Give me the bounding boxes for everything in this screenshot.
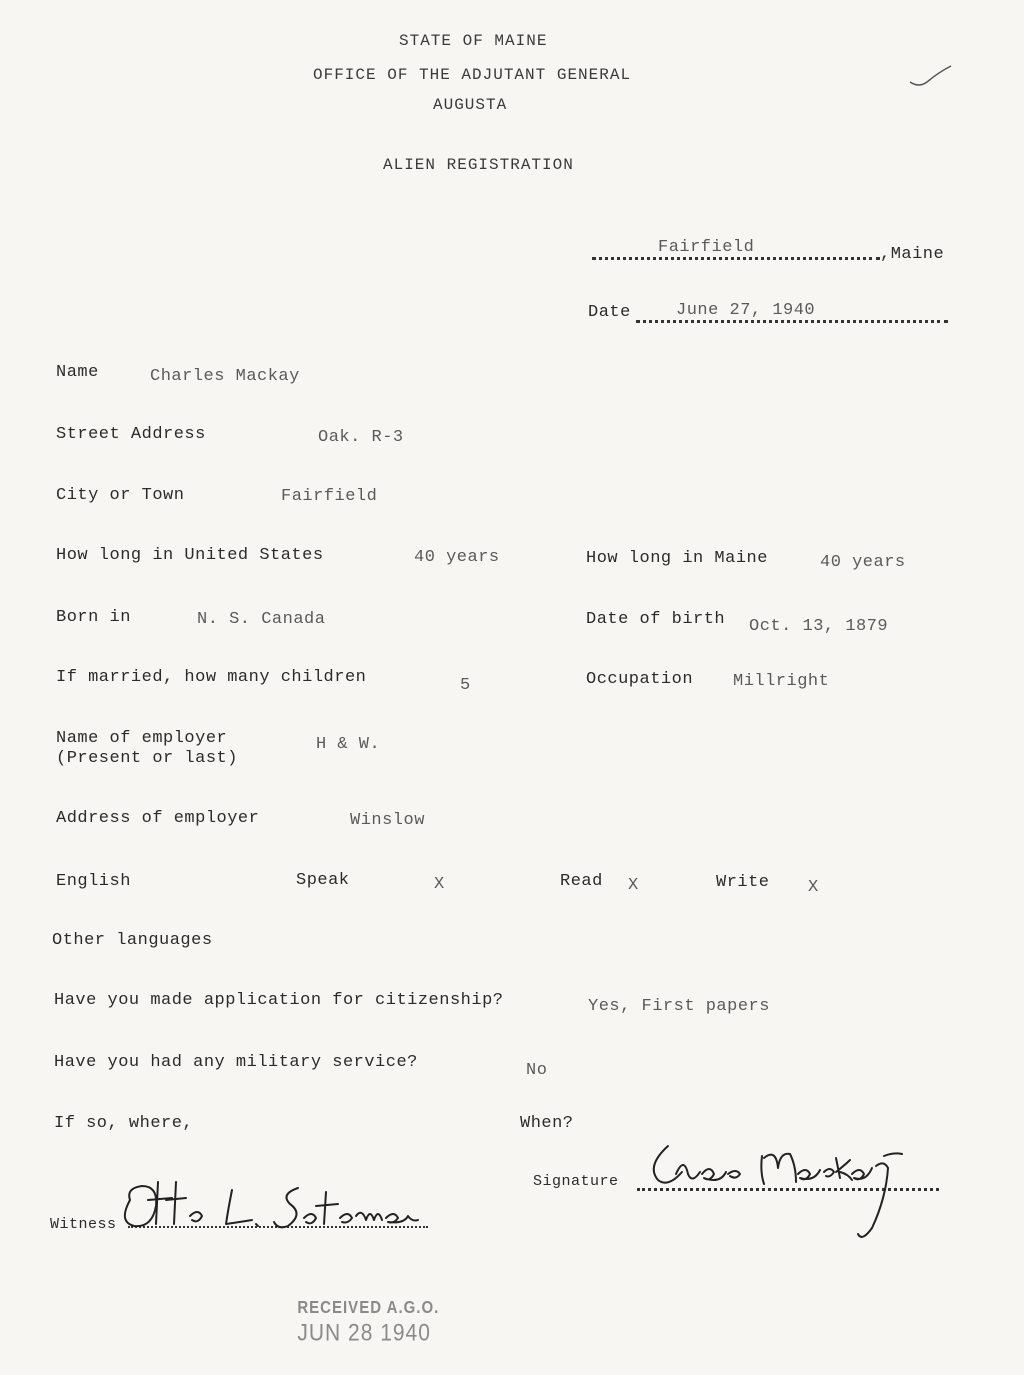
- form-title: ALIEN REGISTRATION: [383, 156, 574, 174]
- header-city: AUGUSTA: [433, 96, 508, 114]
- town-value: Fairfield: [658, 238, 755, 257]
- maine-duration-value: 40 years: [820, 553, 906, 572]
- when-label: When?: [520, 1114, 574, 1133]
- dob-label: Date of birth: [586, 610, 726, 629]
- city-value: Fairfield: [281, 487, 378, 506]
- street-label: Street Address: [56, 425, 206, 444]
- received-stamp-prefix: RECEIVED A.G.O.: [297, 1298, 440, 1318]
- read-value: X: [628, 876, 639, 895]
- where-label: If so, where,: [54, 1114, 194, 1133]
- employer-label-line2: (Present or last): [56, 749, 238, 768]
- witness-label: Witness: [50, 1216, 117, 1233]
- occupation-value: Millright: [733, 672, 830, 691]
- born-value: N. S. Canada: [197, 610, 326, 629]
- signature-label: Signature: [533, 1173, 619, 1190]
- citizenship-value: Yes, First papers: [588, 997, 770, 1016]
- witness-signature: [112, 1170, 432, 1240]
- date-dotted-line: [636, 320, 948, 323]
- write-value: X: [808, 878, 819, 897]
- header-state: STATE OF MAINE: [399, 32, 548, 50]
- check-mark-icon: [905, 62, 955, 92]
- header-office: OFFICE OF THE ADJUTANT GENERAL: [313, 66, 632, 84]
- received-stamp-date: JUN 28 1940: [297, 1320, 431, 1347]
- military-label: Have you had any military service?: [54, 1053, 418, 1072]
- maine-duration-label: How long in Maine: [586, 549, 768, 568]
- children-value: 5: [460, 676, 471, 695]
- us-duration-value: 40 years: [414, 548, 500, 567]
- street-value: Oak. R-3: [318, 428, 404, 447]
- name-label: Name: [56, 363, 99, 382]
- applicant-signature: [640, 1138, 910, 1243]
- occupation-label: Occupation: [586, 670, 694, 689]
- military-value: No: [526, 1061, 548, 1080]
- write-label: Write: [716, 873, 770, 892]
- read-label: Read: [560, 872, 603, 891]
- us-duration-label: How long in United States: [56, 546, 324, 565]
- dob-value: Oct. 13, 1879: [749, 617, 889, 636]
- employer-address-value: Winslow: [350, 811, 425, 830]
- city-label: City or Town: [56, 486, 185, 505]
- received-stamp: [270, 1265, 439, 1375]
- speak-label: Speak: [296, 871, 350, 890]
- born-label: Born in: [56, 608, 131, 627]
- state-suffix: ,Maine: [880, 245, 945, 264]
- other-languages-label: Other languages: [52, 931, 213, 950]
- date-value: June 27, 1940: [676, 301, 816, 320]
- employer-address-label: Address of employer: [56, 809, 260, 828]
- employer-value: H & W.: [316, 735, 381, 754]
- date-label: Date: [588, 303, 631, 322]
- name-value: Charles Mackay: [150, 367, 300, 386]
- english-label: English: [56, 872, 131, 891]
- town-dotted-line: [592, 257, 880, 260]
- employer-label-line1: Name of employer: [56, 729, 228, 748]
- speak-value: X: [434, 875, 445, 894]
- children-label: If married, how many children: [56, 668, 367, 687]
- citizenship-label: Have you made application for citizenship?: [54, 991, 504, 1010]
